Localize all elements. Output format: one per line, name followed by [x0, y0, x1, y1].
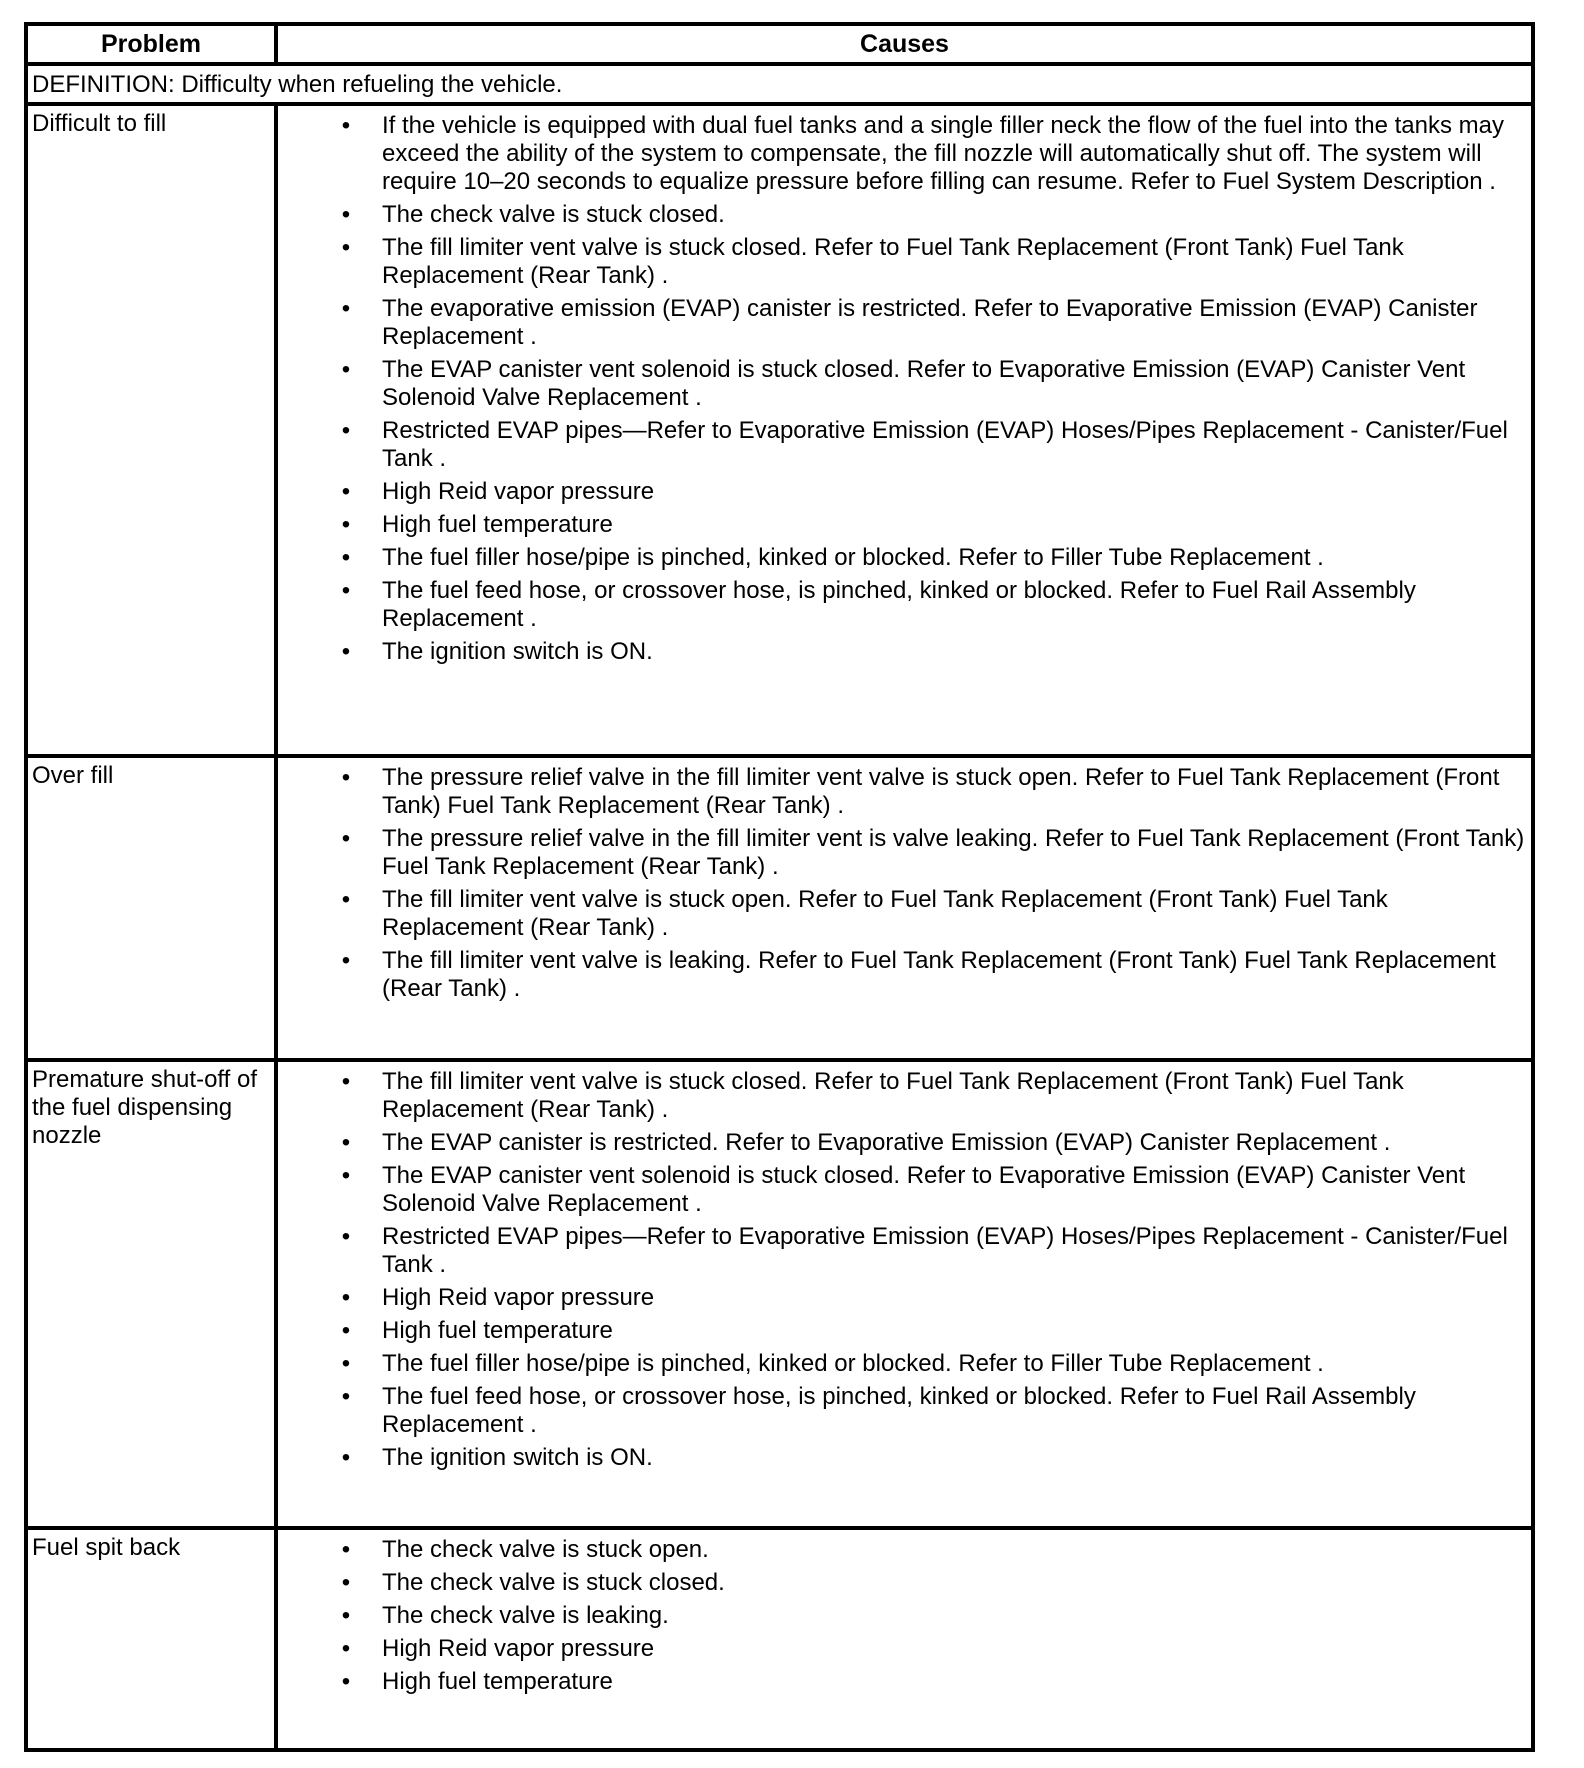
causes-cell [276, 1528, 1533, 1750]
cause-text: The fill limiter vent valve is leaking. Refer to Fuel Tank Replacement (Front Tank) Fuel Tank Replacement (Rear Tank) . [382, 947, 1496, 1002]
problem-cell: Difficult to fill [26, 104, 276, 756]
cause-text: High fuel temperature [382, 511, 613, 538]
causes-list [278, 112, 1527, 666]
cause-text: The ignition switch is ON. [382, 638, 653, 665]
problem-cell: Premature shut-off of the fuel dispensing nozzle [26, 1060, 276, 1528]
causes-cell [276, 1060, 1533, 1528]
list-item [278, 417, 1527, 473]
bullet-icon: • [341, 1162, 351, 1189]
list-item [278, 1536, 1527, 1564]
list-item [278, 201, 1527, 229]
bullet-icon: • [341, 947, 351, 974]
list-item [278, 947, 1527, 1003]
table-row [26, 1528, 1533, 1750]
cause-text: The EVAP canister is restricted. Refer to Evaporative Emission (EVAP) Canister Replacement . [382, 1129, 1391, 1156]
bullet-icon: • [341, 478, 351, 505]
cause-text: The check valve is stuck closed. [382, 1569, 725, 1596]
list-item [278, 1162, 1527, 1218]
list-item [278, 112, 1527, 196]
cause-text: Restricted EVAP pipes—Refer to Evaporative Emission (EVAP) Hoses/Pipes Replacement - Canister/Fuel Tank . [382, 1223, 1508, 1278]
bullet-icon: • [341, 295, 351, 322]
cause-text: The pressure relief valve in the fill limiter vent valve is stuck open. Refer to Fuel Tank Replacement (Front Tank) Fuel Tank Replacement (Rear Tank) . [382, 764, 1500, 819]
list-item [278, 295, 1527, 351]
problem-cell: Fuel spit back [26, 1528, 276, 1750]
bullet-icon: • [341, 511, 351, 538]
bullet-icon: • [341, 1668, 351, 1695]
causes-list [278, 764, 1527, 1003]
list-item [278, 825, 1527, 881]
bullet-icon: • [341, 1068, 351, 1095]
list-item [278, 1317, 1527, 1345]
cause-text: The evaporative emission (EVAP) canister is restricted. Refer to Evaporative Emission (EVAP) Canister Replacement . [382, 295, 1478, 350]
problem-cell: Over fill [26, 756, 276, 1060]
bullet-icon: • [341, 1284, 351, 1311]
cause-text: The check valve is stuck open. [382, 1536, 709, 1563]
cause-text: Restricted EVAP pipes—Refer to Evaporative Emission (EVAP) Hoses/Pipes Replacement - Canister/Fuel Tank . [382, 417, 1508, 472]
bullet-icon: • [341, 638, 351, 665]
cause-text: The fill limiter vent valve is stuck closed. Refer to Fuel Tank Replacement (Front Tank) Fuel Tank Replacement (Rear Tank) . [382, 1068, 1404, 1123]
definition-row [26, 64, 1533, 104]
list-item [278, 1068, 1527, 1124]
list-item [278, 1223, 1527, 1279]
cause-text: The ignition switch is ON. [382, 1444, 653, 1471]
bullet-icon: • [341, 825, 351, 852]
list-item [278, 1602, 1527, 1630]
cause-text: The fill limiter vent valve is stuck open. Refer to Fuel Tank Replacement (Front Tank) Fuel Tank Replacement (Rear Tank) . [382, 886, 1388, 941]
bullet-icon: • [341, 1444, 351, 1471]
list-item [278, 764, 1527, 820]
bullet-icon: • [341, 201, 351, 228]
header-problem: Problem [26, 24, 276, 64]
bullet-icon: • [341, 1569, 351, 1596]
bullet-icon: • [341, 112, 351, 139]
list-item [278, 1350, 1527, 1378]
definition-text: DEFINITION: Difficulty when refueling the vehicle. [26, 64, 1533, 104]
bullet-icon: • [341, 1223, 351, 1250]
diagnostic-table [24, 22, 1535, 1752]
list-item [278, 886, 1527, 942]
cause-text: High Reid vapor pressure [382, 1284, 655, 1311]
cause-text: The EVAP canister vent solenoid is stuck closed. Refer to Evaporative Emission (EVAP) Canister Vent Solenoid Valve Replacement . [382, 1162, 1466, 1217]
cause-text: The fuel feed hose, or crossover hose, is pinched, kinked or blocked. Refer to Fuel Rail Assembly Replacement . [382, 577, 1416, 632]
header-row [26, 24, 1533, 64]
causes-cell [276, 756, 1533, 1060]
list-item [278, 1444, 1527, 1472]
list-item [278, 511, 1527, 539]
bullet-icon: • [341, 1383, 351, 1410]
cause-text: The fuel filler hose/pipe is pinched, kinked or blocked. Refer to Filler Tube Replacement . [382, 1350, 1324, 1377]
cause-text: The EVAP canister vent solenoid is stuck closed. Refer to Evaporative Emission (EVAP) Canister Vent Solenoid Valve Replacement . [382, 356, 1466, 411]
bullet-icon: • [341, 764, 351, 791]
bullet-icon: • [341, 1317, 351, 1344]
cause-text: The check valve is leaking. [382, 1602, 669, 1629]
cause-text: If the vehicle is equipped with dual fuel tanks and a single filler neck the flow of the fuel into the tanks may exceed the ability of the system to compensate, the fill nozzle will automatically shut off. The system will require 10–20 seconds to equalize pressure before filling can resume. Refer to Fuel System Description . [382, 112, 1504, 195]
list-item [278, 577, 1527, 633]
bullet-icon: • [341, 1350, 351, 1377]
list-item [278, 638, 1527, 666]
cause-text: High Reid vapor pressure [382, 478, 655, 505]
bullet-icon: • [341, 544, 351, 571]
bullet-icon: • [341, 1602, 351, 1629]
list-item [278, 1129, 1527, 1157]
list-item [278, 1383, 1527, 1439]
cause-text: High fuel temperature [382, 1668, 613, 1695]
header-causes: Causes [276, 24, 1533, 64]
bullet-icon: • [341, 1129, 351, 1156]
cause-text: The check valve is stuck closed. [382, 201, 725, 228]
list-item [278, 356, 1527, 412]
list-item [278, 1668, 1527, 1696]
causes-list [278, 1068, 1527, 1472]
cause-text: The fuel feed hose, or crossover hose, is pinched, kinked or blocked. Refer to Fuel Rail Assembly Replacement . [382, 1383, 1416, 1438]
bullet-icon: • [341, 886, 351, 913]
cause-text: High fuel temperature [382, 1317, 613, 1344]
bullet-icon: • [341, 417, 351, 444]
list-item [278, 544, 1527, 572]
list-item [278, 478, 1527, 506]
bullet-icon: • [341, 234, 351, 261]
bullet-icon: • [341, 356, 351, 383]
causes-list [278, 1536, 1527, 1696]
list-item [278, 1284, 1527, 1312]
table-row [26, 1060, 1533, 1528]
bullet-icon: • [341, 1635, 351, 1662]
bullet-icon: • [341, 577, 351, 604]
list-item [278, 1635, 1527, 1663]
bullet-icon: • [341, 1536, 351, 1563]
cause-text: The pressure relief valve in the fill limiter vent is valve leaking. Refer to Fuel Tank Replacement (Front Tank) Fuel Tank Replacement (Rear Tank) . [382, 825, 1525, 880]
list-item [278, 1569, 1527, 1597]
list-item [278, 234, 1527, 290]
table-row [26, 104, 1533, 756]
table-row [26, 756, 1533, 1060]
cause-text: The fill limiter vent valve is stuck closed. Refer to Fuel Tank Replacement (Front Tank) Fuel Tank Replacement (Rear Tank) . [382, 234, 1404, 289]
cause-text: High Reid vapor pressure [382, 1635, 655, 1662]
cause-text: The fuel filler hose/pipe is pinched, kinked or blocked. Refer to Filler Tube Replacement . [382, 544, 1324, 571]
causes-cell [276, 104, 1533, 756]
